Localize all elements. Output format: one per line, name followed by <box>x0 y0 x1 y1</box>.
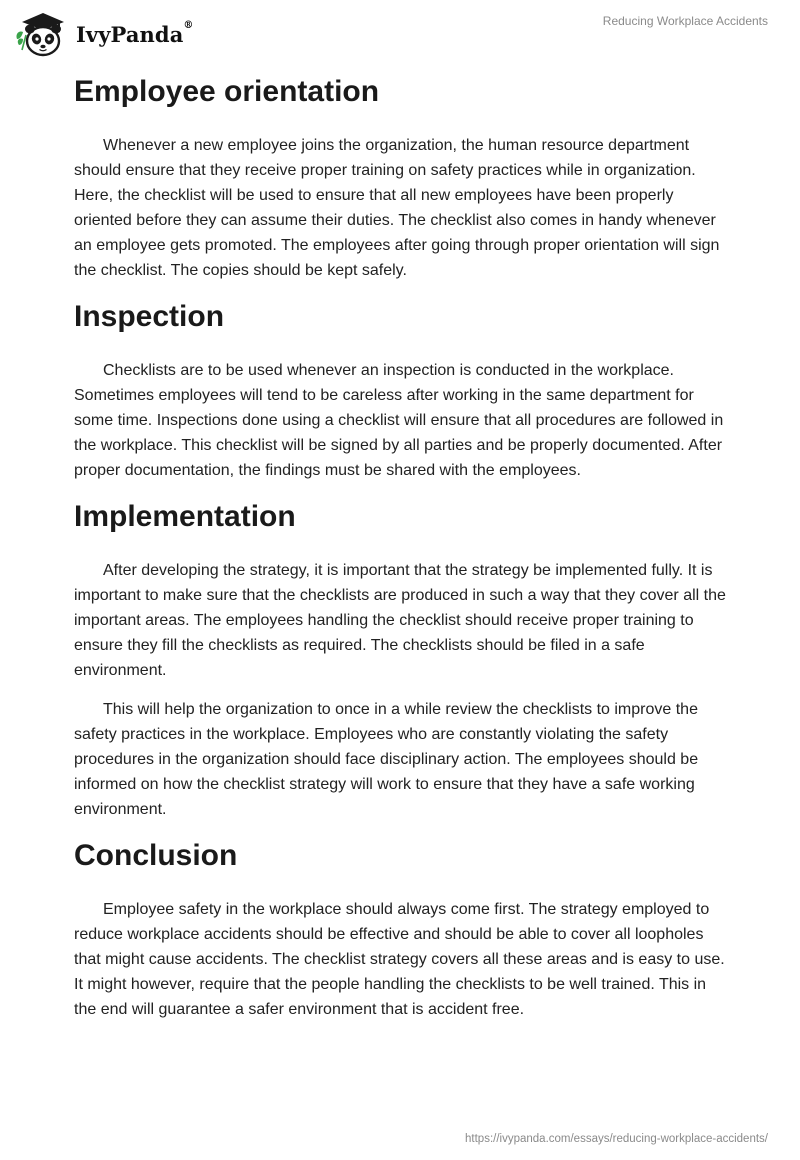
section-heading: Conclusion <box>74 839 238 872</box>
section-conclusion <box>74 836 726 1022</box>
section-heading: Implementation <box>74 500 296 533</box>
section-employee-orientation <box>74 72 726 297</box>
brand-name: IvyPanda® <box>76 19 194 47</box>
paragraph: Whenever a new employee joins the organization, the human resource department should ensure that they receive proper training on safety practices while in organization. Here, the checklist will be used to ensure that all new employees have been properly oriented before they can assume their duties. The checklist also comes in handy whenever an employee gets promoted. The employees after going through proper orientation will sign the checklist. The copies should be kept safely. <box>74 137 720 279</box>
section-heading: Employee orientation <box>74 75 380 108</box>
paragraph: Checklists are to be used whenever an inspection is conducted in the workplace. Sometimes employees will tend to be careless after working in the same department for some time. Inspections done using a checklist will ensure that all procedures are followed in the workplace. This checklist will be signed by all parties and be properly documented. After proper documentation, the findings must be shared with the employees. <box>74 362 724 479</box>
essay-content <box>74 70 726 1022</box>
panda-graduate-icon <box>14 8 72 58</box>
ivypanda-logo[interactable] <box>14 8 194 58</box>
document-title: Reducing Workplace Accidents <box>602 14 768 28</box>
paragraph: Employee safety in the workplace should always come first. The strategy employed to reduce workplace accidents should be effective and should be able to cover all loopholes that might cause accidents. The checklist strategy covers all these areas and is easy to use. It might however, require that the people handling the checklists to be well trained. This in the end will guarantee a safer environment that is accident free. <box>74 901 725 1018</box>
section-heading: Inspection <box>74 300 225 333</box>
section-implementation <box>74 497 726 836</box>
page-header <box>0 0 800 70</box>
paragraph: After developing the strategy, it is important that the strategy be implemented fully. It is important to make sure that the checklists are produced in such a way that they cover all the important areas. The employees handling the checklist should receive proper training to ensure they fill the checklists as required. The checklists should be filed in a safe environment. <box>74 562 726 679</box>
source-url-link[interactable]: https://ivypanda.com/essays/reducing-workplace-accidents/ <box>465 1133 768 1145</box>
section-inspection <box>74 297 726 497</box>
paragraph: This will help the organization to once in a while review the checklists to improve the safety practices in the workplace. Employees who are constantly violating the safety procedures in the organization should face disciplinary action. The employees should be informed on how the checklist strategy will work to ensure that they have a safe working environment. <box>74 701 699 818</box>
